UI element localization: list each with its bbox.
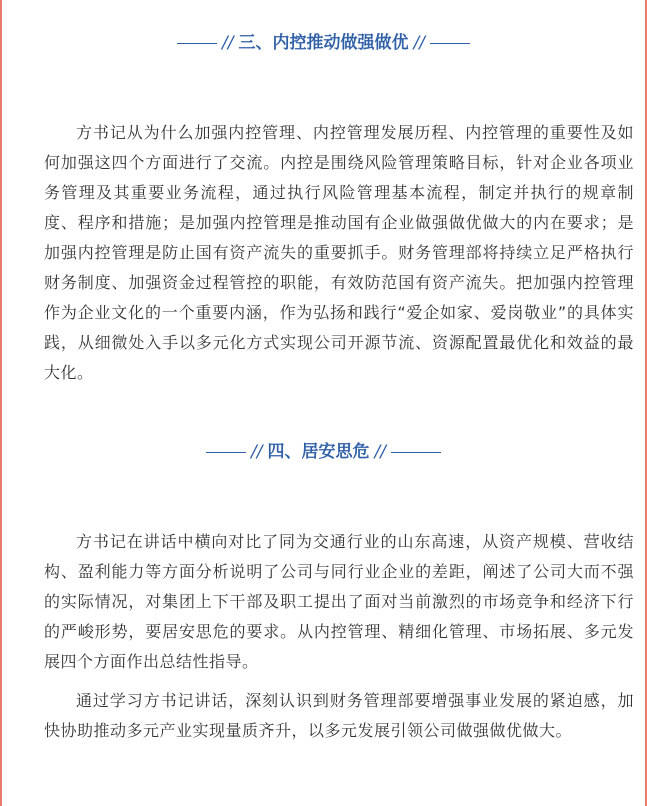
section-title-3: 三、内控推动做强做优 xyxy=(238,33,409,53)
heading-slashes-left: // xyxy=(222,33,234,53)
section-4-paragraph-1: 方书记在讲话中横向对比了同为交通行业的山东高速，从资产规模、营收结构、盈利能力等方面分析说明了公司与同行业企业的差距，阐述了公司大而不强的实际情况，对集团上下干部及职工提出了面对当前激烈的市场竞争和经济下行的严峻形势，要居安思危的要求。从内控管理、精细化管理、市场拓展、多元发展四个方面作出总结性指导。 xyxy=(44,532,634,671)
heading-rule-left xyxy=(177,33,217,44)
section-heading-3 xyxy=(2,33,645,53)
section-4-paragraph-2: 通过学习方书记讲话，深刻认识到财务管理部要增强事业发展的紧迫感，加快协助推动多元产业实现量质齐升，以多元发展引领公司做强做优做大。 xyxy=(44,691,634,740)
heading-slashes-right: // xyxy=(374,442,386,462)
section-title-4: 四、居安思危 xyxy=(267,442,370,462)
section-heading-4 xyxy=(2,442,645,462)
heading-slashes-right: // xyxy=(413,33,425,53)
heading-rule-right xyxy=(430,33,470,44)
heading-rule-right xyxy=(391,442,441,453)
heading-rule-left xyxy=(206,442,246,453)
section-3-paragraph: 方书记从为什么加强内控管理、内控管理发展历程、内控管理的重要性及如何加强这四个方面进行了交流。内控是围绕风险管理策略目标，针对企业各项业务管理及其重要业务流程，通过执行风险管理基本流程，制定并执行的规章制度、程序和措施；是加强内控管理是推动国有企业做强做优做大的内在要求；是加强内控管理是防止国有资产流失的重要抓手。财务管理部将持续立足严格执行财务制度、加强资金过程管控的职能，有效防范国有资产流失。把加强内控管理作为企业文化的一个重要内涵，作为弘扬和践行“爱企如家、爱岗敬业”的具体实践，从细微处入手以多元化方式实现公司开源节流、资源配置最优化和效益的最大化。 xyxy=(44,123,634,382)
heading-slashes-left: // xyxy=(251,442,263,462)
